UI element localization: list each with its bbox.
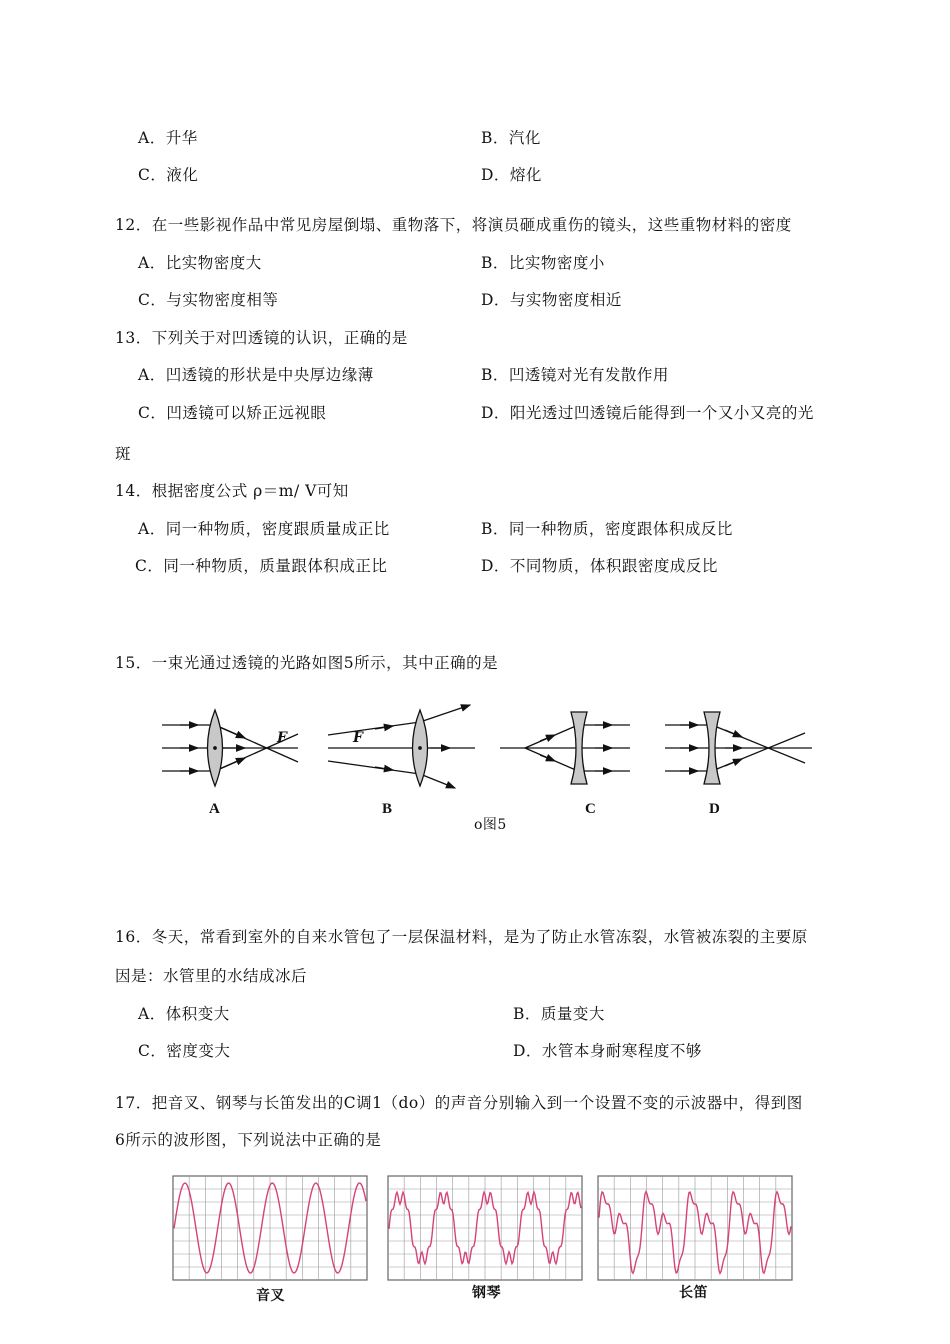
figure-5-caption: o图5: [474, 817, 507, 833]
diagram-b: [328, 705, 475, 788]
q12-option-b: B．比实物密度小: [481, 254, 605, 272]
q14-option-b: B．同一种物质，密度跟体积成反比: [481, 520, 733, 538]
q14-option-a: A．同一种物质，密度跟质量成正比: [138, 520, 390, 538]
scope-label-piano: 钢琴: [472, 1285, 501, 1301]
q11-option-b: B．汽化: [481, 129, 541, 147]
scope-label-flute: 长笛: [679, 1285, 708, 1301]
q11-option-a: A．升华: [138, 129, 198, 147]
diagram-label-c: C: [585, 801, 596, 817]
q12-stem: 12．在一些影视作品中常见房屋倒塌、重物落下，将演员砸成重伤的镜头，这些重物材料的密度: [115, 216, 792, 234]
oscilloscope-flute: [597, 1175, 793, 1281]
q17-stem-line2: 6所示的波形图，下列说法中正确的是: [115, 1131, 382, 1149]
q11-option-d: D．熔化: [481, 166, 542, 184]
diagram-label-d: D: [709, 801, 720, 817]
q16-option-d: D．水管本身耐寒程度不够: [513, 1042, 702, 1060]
q16-stem-line1: 16．冬天，常看到室外的自来水管包了一层保温材料，是为了防止水管冻裂，水管被冻裂的主要原: [115, 928, 808, 946]
diagram-d: [665, 712, 812, 784]
q13-option-b: B．凹透镜对光有发散作用: [481, 366, 669, 384]
q11-option-c: C．液化: [138, 166, 199, 184]
oscilloscope-piano: [387, 1175, 583, 1281]
q13-option-d: D．阳光透过凹透镜后能得到一个又小又亮的光: [481, 404, 814, 422]
q12-option-c: C．与实物密度相等: [138, 291, 279, 309]
diagram-a: [162, 710, 298, 786]
q16-option-a: A．体积变大: [138, 1005, 230, 1023]
diagram-c: [500, 712, 630, 784]
q14-option-d: D．不同物质，体积跟密度成反比: [481, 557, 718, 575]
q12-option-d: D．与实物密度相近: [481, 291, 622, 309]
q13-option-a: A．凹透镜的形状是中央厚边缘薄: [138, 366, 374, 384]
q16-option-c: C．密度变大: [138, 1042, 231, 1060]
focus-label-a: F: [277, 730, 288, 746]
q13-stem: 13．下列关于对凹透镜的认识，正确的是: [115, 329, 408, 347]
oscilloscope-tuning-fork: [172, 1175, 368, 1281]
focus-label-b: F: [353, 730, 364, 746]
q16-stem-line2: 因是：水管里的水结成冰后: [115, 967, 308, 985]
diagram-label-b: B: [382, 801, 393, 817]
q13-option-d-continuation: 斑: [115, 445, 132, 463]
lens-ray-diagram: [150, 700, 830, 800]
diagram-label-a: A: [209, 801, 220, 817]
q16-option-b: B．质量变大: [513, 1005, 605, 1023]
q12-option-a: A．比实物密度大: [138, 254, 262, 272]
q17-stem-line1: 17．把音叉、钢琴与长笛发出的C调1（do）的声音分别输入到一个设置不变的示波器中，得到图: [115, 1094, 803, 1112]
q14-option-c: C．同一种物质，质量跟体积成正比: [135, 557, 388, 575]
q13-option-c: C．凹透镜可以矫正远视眼: [138, 404, 327, 422]
q15-stem: 15．一束光通过透镜的光路如图5所示，其中正确的是: [115, 654, 499, 672]
q14-stem: 14．根据密度公式 ρ＝m/ V可知: [115, 482, 349, 500]
scope-label-tuning-fork: 音叉: [256, 1288, 285, 1304]
